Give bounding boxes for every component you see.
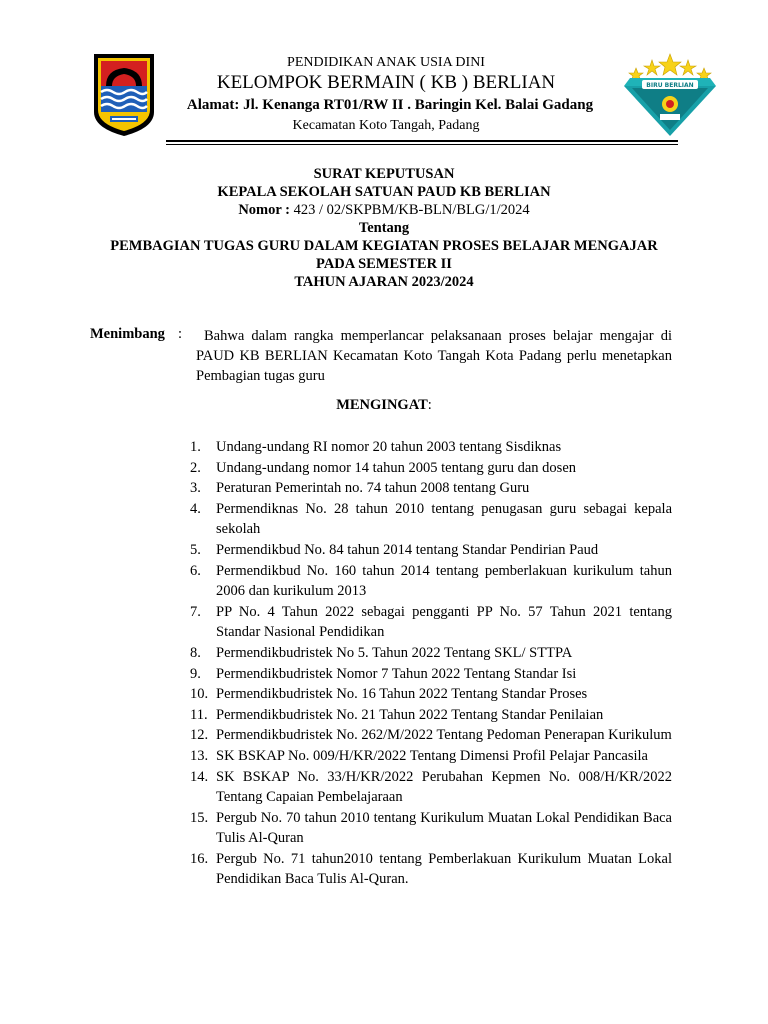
mengingat-list <box>190 437 672 890</box>
list-item-number: 7. <box>190 603 201 620</box>
list-item-number: 1. <box>190 439 201 455</box>
letterhead-rule-thick <box>166 140 678 142</box>
list-item-text: Permendikbudristek No. 262/M/2022 Tentang Pedoman Penerapan Kurikulum <box>216 727 672 744</box>
list-item <box>190 849 672 890</box>
list-item-text: Permendikbudristek No 5. Tahun 2022 Tentang SKL/ STTPA <box>216 644 573 661</box>
list-item-text: Permendiknas No. 28 tahun 2010 tentang penugasan guru sebagai kepala sekolah <box>216 500 672 538</box>
menimbang-text: Bahwa dalam rangka memperlancar pelaksanaan proses belajar mengajar di PAUD KB BERLIAN Kecamatan Koto Tangah Kota Padang perlu menetapkan Pembagian tugas guru <box>196 328 672 384</box>
list-item <box>190 684 672 705</box>
list-item-text: Permendikbudristek Nomor 7 Tahun 2022 Tentang Standar Isi <box>216 665 577 682</box>
list-item-number: 15. <box>190 809 209 826</box>
letterhead-rule-thin <box>166 144 678 145</box>
list-item <box>190 437 672 458</box>
letterhead-line-1: PENDIDIKAN ANAK USIA DINI <box>287 55 485 70</box>
kb-berlian-diamond-logo-icon <box>618 52 722 138</box>
decree-issuer: KEPALA SEKOLAH SATUAN PAUD KB BERLIAN <box>217 184 551 200</box>
list-item-text: SK BSKAP No. 009/H/KR/2022 Tentang Dimensi Profil Pelajar Pancasila <box>216 747 648 764</box>
letterhead-district: Kecamatan Koto Tangah, Padang <box>292 118 480 133</box>
list-item <box>190 478 672 499</box>
list-item-text: Pergub No. 71 tahun2010 tentang Pemberlakuan Kurikulum Muatan Lokal Pendidikan Baca Tulis Al-Quran. <box>216 850 672 888</box>
decree-number <box>60 201 708 219</box>
decree-about-label: Tentang <box>358 220 410 236</box>
decree-subject-line-1: PEMBAGIAN TUGAS GURU DALAM KEGIATAN PROSES BELAJAR MENGAJAR <box>110 238 658 254</box>
list-item-text: Permendikbud No. 160 tahun 2014 tentang pemberlakuan kurikulum tahun 2006 dan kurikulum 2013 <box>216 562 672 600</box>
list-item <box>190 664 672 685</box>
list-item-text: Permendikbud No. 84 tahun 2014 tentang Standar Pendirian Paud <box>216 541 599 558</box>
list-item <box>190 725 672 746</box>
decree-subject-line-2: PADA SEMESTER II <box>316 256 452 272</box>
list-item-number: 13. <box>190 747 209 764</box>
list-item-text: Peraturan Pemerintah no. 74 tahun 2008 tentang Guru <box>216 480 530 497</box>
list-item-number: 10. <box>190 686 209 703</box>
list-item <box>190 808 672 849</box>
list-item <box>190 499 672 540</box>
list-item <box>190 540 672 561</box>
decree-number-value: 423 / 02/SKPBM/KB-BLN/BLG/1/2024 <box>290 202 530 218</box>
list-item-number: 4. <box>190 500 201 517</box>
list-item <box>190 602 672 643</box>
padang-city-emblem-icon <box>92 52 156 138</box>
letterhead-school-name: KELOMPOK BERMAIN ( KB ) BERLIAN <box>216 72 556 93</box>
list-item-number: 2. <box>190 459 201 476</box>
list-item-text: SK BSKAP No. 33/H/KR/2022 Perubahan Kepmen No. 008/H/KR/2022 Tentang Capaian Pembelajaraan <box>216 768 672 806</box>
list-item-number: 6. <box>190 562 201 579</box>
list-item-text: Pergub No. 70 tahun 2010 tentang Kurikulum Muatan Lokal Pendidikan Baca Tulis Al-Quran <box>216 809 672 847</box>
list-item-number: 14. <box>190 768 209 785</box>
list-item-number: 11. <box>190 706 208 723</box>
decree-academic-year: TAHUN AJARAN 2023/2024 <box>294 274 474 290</box>
list-item-text: Permendikbudristek No. 16 Tahun 2022 Tentang Standar Proses <box>216 686 588 703</box>
list-item-text: Undang-undang nomor 14 tahun 2005 tentang guru dan dosen <box>216 459 577 476</box>
list-item-text: Undang-undang RI nomor 20 tahun 2003 tentang Sisdiknas <box>216 439 562 455</box>
list-item <box>190 458 672 479</box>
list-item <box>190 767 672 808</box>
list-item-number: 16. <box>190 850 209 867</box>
list-item <box>190 561 672 602</box>
decree-title: SURAT KEPUTUSAN <box>313 166 455 182</box>
list-item-number: 8. <box>190 644 201 661</box>
list-item-number: 9. <box>190 665 201 682</box>
list-item <box>190 705 672 726</box>
mengingat-heading <box>60 397 708 414</box>
mengingat-colon: : <box>427 397 432 413</box>
list-item-number: 12. <box>190 727 209 744</box>
list-item-number: 5. <box>190 541 201 558</box>
list-item-number: 3. <box>190 480 201 497</box>
logo-right-text: BIRU BERLIAN <box>646 82 694 89</box>
list-item-text: Permendikbudristek No. 21 Tahun 2022 Tentang Standar Penilaian <box>216 706 604 723</box>
list-item-text: PP No. 4 Tahun 2022 sebagai pengganti PP No. 57 Tahun 2021 tentang Standar Nasional Pendidikan <box>216 603 672 641</box>
mengingat-heading-text: MENGINGAT <box>336 397 428 413</box>
decree-number-label: Nomor : <box>238 202 290 218</box>
menimbang-colon: : <box>178 326 183 342</box>
list-item <box>190 746 672 767</box>
list-item <box>190 643 672 664</box>
menimbang-label: Menimbang <box>90 326 165 342</box>
letterhead-address: Alamat: Jl. Kenanga RT01/RW II . Baringin Kel. Balai Gadang <box>186 97 594 113</box>
